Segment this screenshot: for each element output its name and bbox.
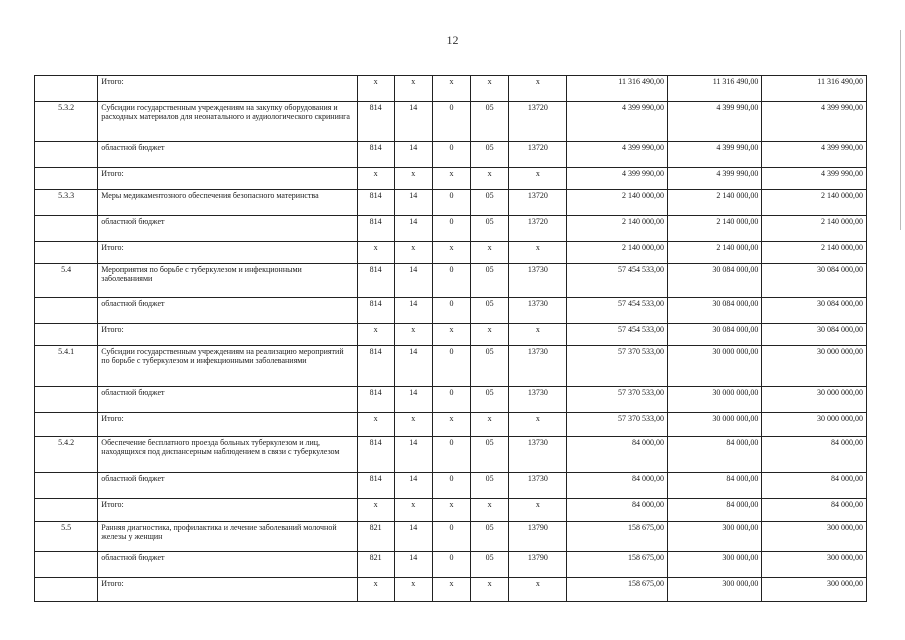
amount-year-1: 57 454 533,00 bbox=[567, 298, 667, 324]
amount-year-3: 30 084 000,00 bbox=[762, 324, 867, 346]
subsection-code: 0 bbox=[432, 346, 470, 387]
item-name: областной бюджет bbox=[98, 142, 357, 168]
item-code bbox=[35, 168, 98, 190]
table-row bbox=[35, 413, 867, 437]
table-row bbox=[35, 298, 867, 324]
amount-year-3: 2 140 000,00 bbox=[762, 242, 867, 264]
item-name: областной бюджет bbox=[98, 552, 357, 578]
admin-code: 814 bbox=[357, 190, 394, 216]
article-code: x bbox=[471, 413, 509, 437]
section-code: x bbox=[394, 578, 432, 602]
subsection-code: x bbox=[432, 413, 470, 437]
article-code: 05 bbox=[471, 190, 509, 216]
item-name: областной бюджет bbox=[98, 387, 357, 413]
admin-code: 814 bbox=[357, 346, 394, 387]
item-code bbox=[35, 324, 98, 346]
amount-year-3: 300 000,00 bbox=[762, 522, 867, 552]
target-code: 13730 bbox=[509, 473, 567, 499]
target-code: 13730 bbox=[509, 264, 567, 298]
table-row bbox=[35, 216, 867, 242]
amount-year-2: 11 316 490,00 bbox=[667, 76, 761, 102]
amount-year-3: 84 000,00 bbox=[762, 499, 867, 522]
admin-code: 821 bbox=[357, 522, 394, 552]
item-code bbox=[35, 578, 98, 602]
article-code: 05 bbox=[471, 552, 509, 578]
amount-year-3: 300 000,00 bbox=[762, 578, 867, 602]
amount-year-2: 4 399 990,00 bbox=[667, 168, 761, 190]
target-code: 13720 bbox=[509, 142, 567, 168]
amount-year-2: 2 140 000,00 bbox=[667, 242, 761, 264]
section-code: 14 bbox=[394, 102, 432, 142]
article-code: x bbox=[471, 324, 509, 346]
table-row bbox=[35, 324, 867, 346]
target-code: 13720 bbox=[509, 216, 567, 242]
table-row bbox=[35, 190, 867, 216]
amount-year-2: 2 140 000,00 bbox=[667, 190, 761, 216]
subsection-code: x bbox=[432, 168, 470, 190]
amount-year-3: 30 084 000,00 bbox=[762, 298, 867, 324]
section-code: 14 bbox=[394, 437, 432, 473]
amount-year-3: 2 140 000,00 bbox=[762, 216, 867, 242]
article-code: x bbox=[471, 168, 509, 190]
amount-year-2: 30 084 000,00 bbox=[667, 298, 761, 324]
page-number: 12 bbox=[446, 33, 459, 47]
article-code: 05 bbox=[471, 346, 509, 387]
amount-year-3: 84 000,00 bbox=[762, 437, 867, 473]
table-row bbox=[35, 578, 867, 602]
amount-year-2: 30 000 000,00 bbox=[667, 413, 761, 437]
admin-code: 814 bbox=[357, 473, 394, 499]
article-code: x bbox=[471, 578, 509, 602]
article-code: 05 bbox=[471, 522, 509, 552]
target-code: x bbox=[509, 324, 567, 346]
amount-year-1: 57 370 533,00 bbox=[567, 387, 667, 413]
item-code bbox=[35, 552, 98, 578]
table-row bbox=[35, 76, 867, 102]
item-name: Меры медикаментозного обеспечения безопасного материнства bbox=[98, 190, 357, 216]
amount-year-1: 158 675,00 bbox=[567, 578, 667, 602]
amount-year-2: 4 399 990,00 bbox=[667, 102, 761, 142]
target-code: 13720 bbox=[509, 190, 567, 216]
amount-year-3: 30 000 000,00 bbox=[762, 413, 867, 437]
subsection-code: 0 bbox=[432, 552, 470, 578]
amount-year-3: 30 084 000,00 bbox=[762, 264, 867, 298]
target-code: x bbox=[509, 499, 567, 522]
item-name: Субсидии государственным учреждениям на реализацию мероприятий по борьбе с туберкулезом и инфекционными заболеваниями bbox=[98, 346, 357, 387]
item-code: 5.4.2 bbox=[35, 437, 98, 473]
subsection-code: 0 bbox=[432, 437, 470, 473]
amount-year-3: 4 399 990,00 bbox=[762, 142, 867, 168]
target-code: x bbox=[509, 413, 567, 437]
amount-year-1: 4 399 990,00 bbox=[567, 102, 667, 142]
table-row bbox=[35, 102, 867, 142]
article-code: 05 bbox=[471, 473, 509, 499]
table-row bbox=[35, 499, 867, 522]
section-code: 14 bbox=[394, 552, 432, 578]
admin-code: 814 bbox=[357, 102, 394, 142]
article-code: x bbox=[471, 76, 509, 102]
amount-year-3: 4 399 990,00 bbox=[762, 168, 867, 190]
admin-code: x bbox=[357, 168, 394, 190]
article-code: x bbox=[471, 499, 509, 522]
admin-code: 814 bbox=[357, 437, 394, 473]
amount-year-2: 300 000,00 bbox=[667, 552, 761, 578]
item-name: Итого: bbox=[98, 76, 357, 102]
subsection-code: x bbox=[432, 324, 470, 346]
section-code: 14 bbox=[394, 190, 432, 216]
table-row bbox=[35, 387, 867, 413]
item-code bbox=[35, 387, 98, 413]
article-code: 05 bbox=[471, 264, 509, 298]
target-code: 13790 bbox=[509, 552, 567, 578]
amount-year-3: 4 399 990,00 bbox=[762, 102, 867, 142]
table-row bbox=[35, 142, 867, 168]
table-row bbox=[35, 552, 867, 578]
subsection-code: 0 bbox=[432, 190, 470, 216]
table-row bbox=[35, 473, 867, 499]
admin-code: 814 bbox=[357, 387, 394, 413]
admin-code: 821 bbox=[357, 552, 394, 578]
subsection-code: 0 bbox=[432, 473, 470, 499]
amount-year-3: 300 000,00 bbox=[762, 552, 867, 578]
item-code: 5.3.2 bbox=[35, 102, 98, 142]
target-code: x bbox=[509, 578, 567, 602]
table-row bbox=[35, 522, 867, 552]
target-code: x bbox=[509, 168, 567, 190]
amount-year-1: 57 370 533,00 bbox=[567, 413, 667, 437]
item-name: Обеспечение бесплатного проезда больных туберкулезом и лиц, находящихся под диспансерным наблюдением в связи с туберкулезом bbox=[98, 437, 357, 473]
item-name: областной бюджет bbox=[98, 298, 357, 324]
article-code: 05 bbox=[471, 437, 509, 473]
amount-year-2: 2 140 000,00 bbox=[667, 216, 761, 242]
item-code bbox=[35, 499, 98, 522]
item-code bbox=[35, 298, 98, 324]
section-code: 14 bbox=[394, 264, 432, 298]
section-code: 14 bbox=[394, 387, 432, 413]
amount-year-1: 84 000,00 bbox=[567, 499, 667, 522]
admin-code: 814 bbox=[357, 142, 394, 168]
amount-year-1: 158 675,00 bbox=[567, 552, 667, 578]
amount-year-1: 57 370 533,00 bbox=[567, 346, 667, 387]
item-name: Итого: bbox=[98, 324, 357, 346]
admin-code: x bbox=[357, 413, 394, 437]
amount-year-1: 57 454 533,00 bbox=[567, 264, 667, 298]
admin-code: x bbox=[357, 76, 394, 102]
table-row bbox=[35, 264, 867, 298]
section-code: x bbox=[394, 168, 432, 190]
item-name: Мероприятия по борьбе с туберкулезом и инфекционными заболеваниями bbox=[98, 264, 357, 298]
table-row bbox=[35, 168, 867, 190]
item-name: областной бюджет bbox=[98, 473, 357, 499]
amount-year-1: 2 140 000,00 bbox=[567, 216, 667, 242]
item-code bbox=[35, 413, 98, 437]
section-code: x bbox=[394, 499, 432, 522]
section-code: 14 bbox=[394, 216, 432, 242]
amount-year-2: 4 399 990,00 bbox=[667, 142, 761, 168]
item-code bbox=[35, 142, 98, 168]
admin-code: x bbox=[357, 242, 394, 264]
item-name: Итого: bbox=[98, 413, 357, 437]
article-code: 05 bbox=[471, 142, 509, 168]
item-code: 5.5 bbox=[35, 522, 98, 552]
article-code: 05 bbox=[471, 102, 509, 142]
amount-year-2: 30 000 000,00 bbox=[667, 346, 761, 387]
section-code: x bbox=[394, 76, 432, 102]
amount-year-2: 84 000,00 bbox=[667, 437, 761, 473]
section-code: x bbox=[394, 413, 432, 437]
amount-year-2: 84 000,00 bbox=[667, 499, 761, 522]
amount-year-1: 57 454 533,00 bbox=[567, 324, 667, 346]
item-name: Итого: bbox=[98, 499, 357, 522]
subsection-code: x bbox=[432, 578, 470, 602]
amount-year-3: 84 000,00 bbox=[762, 473, 867, 499]
subsection-code: 0 bbox=[432, 102, 470, 142]
subsection-code: 0 bbox=[432, 216, 470, 242]
section-code: x bbox=[394, 324, 432, 346]
admin-code: 814 bbox=[357, 216, 394, 242]
target-code: 13730 bbox=[509, 346, 567, 387]
target-code: 13730 bbox=[509, 387, 567, 413]
amount-year-1: 11 316 490,00 bbox=[567, 76, 667, 102]
amount-year-1: 2 140 000,00 bbox=[567, 242, 667, 264]
subsection-code: 0 bbox=[432, 298, 470, 324]
item-name: Субсидии государственным учреждениям на закупку оборудования и расходных материалов для неонатального и аудиологического скрининга bbox=[98, 102, 357, 142]
amount-year-2: 30 084 000,00 bbox=[667, 264, 761, 298]
target-code: 13790 bbox=[509, 522, 567, 552]
admin-code: x bbox=[357, 499, 394, 522]
admin-code: x bbox=[357, 578, 394, 602]
budget-table bbox=[34, 75, 867, 602]
item-code bbox=[35, 473, 98, 499]
amount-year-3: 11 316 490,00 bbox=[762, 76, 867, 102]
admin-code: 814 bbox=[357, 264, 394, 298]
item-code bbox=[35, 242, 98, 264]
amount-year-2: 300 000,00 bbox=[667, 578, 761, 602]
admin-code: 814 bbox=[357, 298, 394, 324]
table-row bbox=[35, 346, 867, 387]
amount-year-2: 300 000,00 bbox=[667, 522, 761, 552]
section-code: 14 bbox=[394, 346, 432, 387]
section-code: 14 bbox=[394, 522, 432, 552]
target-code: 13730 bbox=[509, 437, 567, 473]
section-code: 14 bbox=[394, 473, 432, 499]
amount-year-3: 2 140 000,00 bbox=[762, 190, 867, 216]
subsection-code: 0 bbox=[432, 142, 470, 168]
item-name: Ранняя диагностика, профилактика и лечение заболеваний молочной железы у женщин bbox=[98, 522, 357, 552]
table-row bbox=[35, 242, 867, 264]
target-code: 13720 bbox=[509, 102, 567, 142]
amount-year-1: 84 000,00 bbox=[567, 437, 667, 473]
table-row bbox=[35, 437, 867, 473]
target-code: 13730 bbox=[509, 298, 567, 324]
target-code: x bbox=[509, 76, 567, 102]
item-name: Итого: bbox=[98, 578, 357, 602]
subsection-code: x bbox=[432, 499, 470, 522]
subsection-code: 0 bbox=[432, 522, 470, 552]
article-code: 05 bbox=[471, 216, 509, 242]
item-code: 5.4 bbox=[35, 264, 98, 298]
article-code: 05 bbox=[471, 298, 509, 324]
amount-year-2: 30 000 000,00 bbox=[667, 387, 761, 413]
amount-year-3: 30 000 000,00 bbox=[762, 387, 867, 413]
admin-code: x bbox=[357, 324, 394, 346]
page-edge-line bbox=[900, 30, 901, 230]
section-code: 14 bbox=[394, 142, 432, 168]
amount-year-3: 30 000 000,00 bbox=[762, 346, 867, 387]
item-name: областной бюджет bbox=[98, 216, 357, 242]
subsection-code: 0 bbox=[432, 264, 470, 298]
item-code: 5.4.1 bbox=[35, 346, 98, 387]
article-code: 05 bbox=[471, 387, 509, 413]
section-code: 14 bbox=[394, 298, 432, 324]
amount-year-1: 84 000,00 bbox=[567, 473, 667, 499]
amount-year-1: 4 399 990,00 bbox=[567, 142, 667, 168]
amount-year-2: 30 084 000,00 bbox=[667, 324, 761, 346]
item-name: Итого: bbox=[98, 242, 357, 264]
amount-year-1: 2 140 000,00 bbox=[567, 190, 667, 216]
subsection-code: x bbox=[432, 76, 470, 102]
article-code: x bbox=[471, 242, 509, 264]
amount-year-1: 4 399 990,00 bbox=[567, 168, 667, 190]
subsection-code: 0 bbox=[432, 387, 470, 413]
section-code: x bbox=[394, 242, 432, 264]
amount-year-2: 84 000,00 bbox=[667, 473, 761, 499]
subsection-code: x bbox=[432, 242, 470, 264]
item-code bbox=[35, 216, 98, 242]
amount-year-1: 158 675,00 bbox=[567, 522, 667, 552]
item-code: 5.3.3 bbox=[35, 190, 98, 216]
target-code: x bbox=[509, 242, 567, 264]
item-name: Итого: bbox=[98, 168, 357, 190]
item-code bbox=[35, 76, 98, 102]
